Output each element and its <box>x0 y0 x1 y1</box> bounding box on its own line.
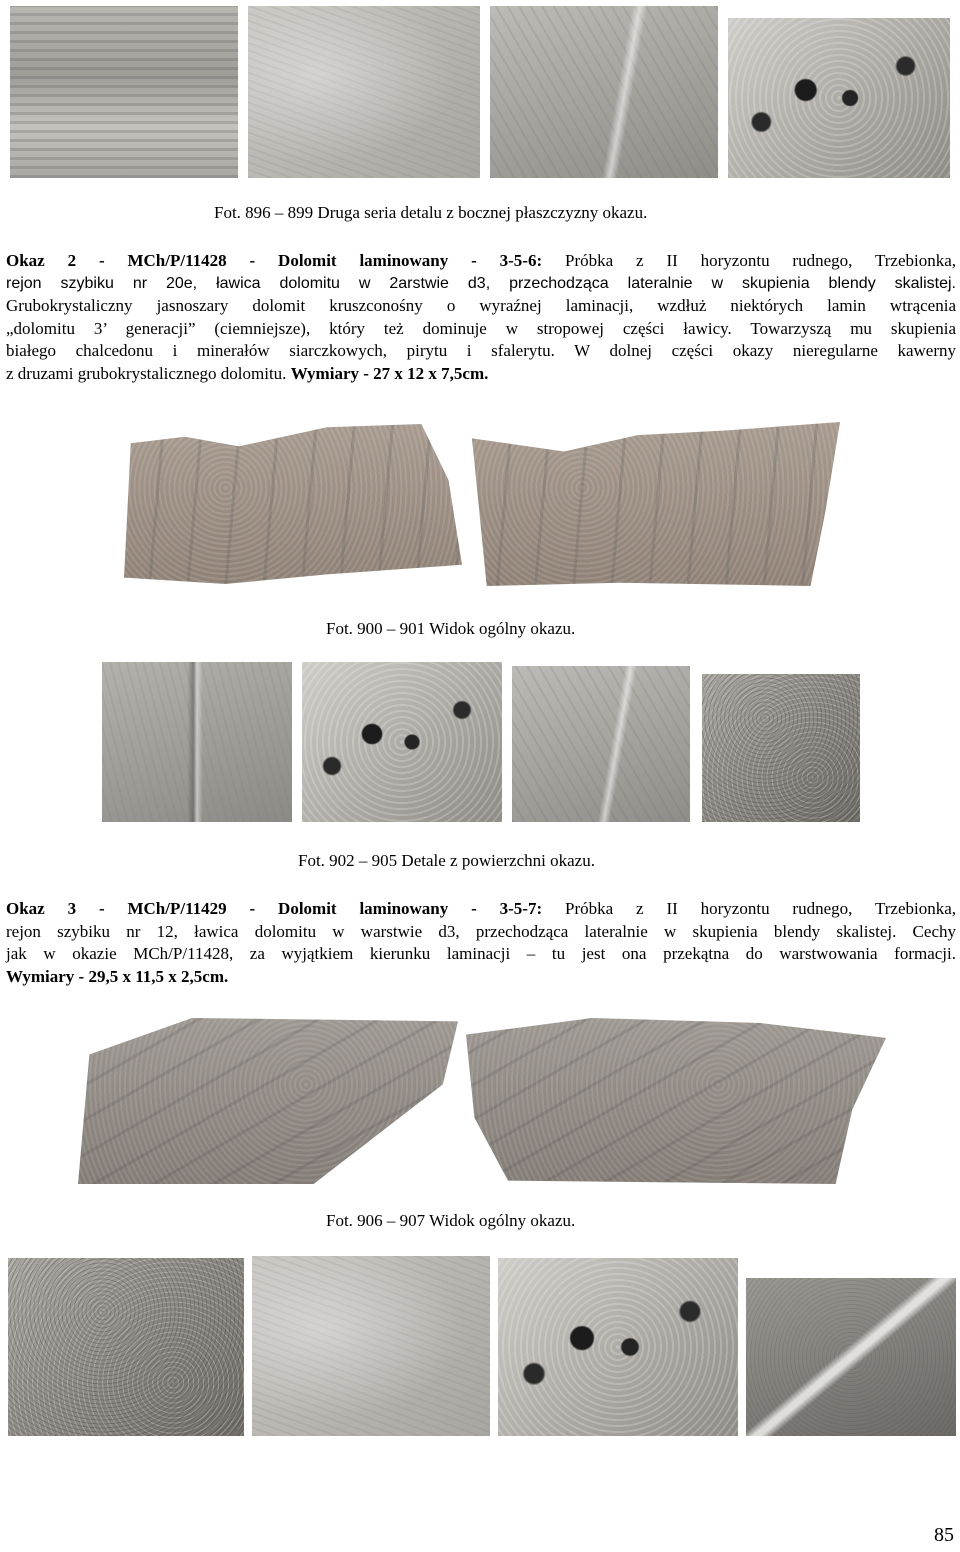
caption-fot-896-899: Fot. 896 – 899 Druga seria detalu z bocznej płaszczyzny okazu. <box>214 203 648 222</box>
okaz-3-heading: Okaz 3 - MCh/P/11429 - Dolomit laminowany - 3-5-7: <box>6 899 543 918</box>
okaz-3-line-2: rejon szybiku nr 12, ławica dolomitu w warstwie d3, przechodząca lateralnie w skupienia blendy skalistej. Cechy <box>6 921 956 941</box>
photo-900 <box>124 424 462 584</box>
photo-896 <box>10 6 238 178</box>
photo-908 <box>8 1258 244 1436</box>
caption-fot-900-901: Fot. 900 – 901 Widok ogólny okazu. <box>326 619 576 638</box>
okaz-3-description <box>6 898 956 988</box>
photo-897 <box>248 6 480 178</box>
okaz-2-line-6: z druzami grubokrystalicznego dolomitu. Wymiary - 27 x 12 x 7,5cm. <box>6 363 489 383</box>
okaz-3-line-3: jak w okazie MCh/P/11428, za wyjątkiem kierunku laminacji – tu jest ona przekątna do warstwowania formacji. <box>6 944 956 963</box>
photo-906 <box>78 1018 458 1184</box>
caption-fot-902-905: Fot. 902 – 905 Detale z powierzchni okazu. <box>298 851 595 870</box>
photo-909 <box>252 1256 490 1436</box>
photo-901 <box>472 422 840 586</box>
photo-899 <box>728 18 950 178</box>
okaz-2-line-5: białego chalcedonu i minerałów siarczkowych, pirytu i sfalerytu. W dolnej części okazy nieregularne kawerny <box>6 341 956 360</box>
photo-911 <box>746 1278 956 1436</box>
photo-902 <box>102 662 292 822</box>
okaz-2-line-2: rejon szybiku nr 20e, ławica dolomitu w 2arstwie d3, przechodząca lateralnie w skupienia blendy skalistej. <box>6 274 956 292</box>
photo-904 <box>512 666 690 822</box>
photo-907 <box>466 1018 886 1184</box>
page-number: 85 <box>934 1524 954 1546</box>
okaz-2-description <box>6 250 956 385</box>
okaz-2-dimensions: Wymiary - 27 x 12 x 7,5cm. <box>290 363 489 383</box>
caption-fot-906-907: Fot. 906 – 907 Widok ogólny okazu. <box>326 1211 576 1230</box>
photo-905 <box>702 674 860 822</box>
okaz-2-line-1: Okaz 2 - MCh/P/11428 - Dolomit laminowany - 3-5-6: Próbka z II horyzontu rudnego, Trzebionka, <box>6 251 957 270</box>
photo-910 <box>498 1258 738 1436</box>
photo-898 <box>490 6 718 178</box>
okaz-2-line-3: Grubokrystaliczny jasnoszary dolomit kruszconośny o wyraźnej laminacji, wzdłuż niektórych lamin wtrącenia <box>6 296 956 315</box>
okaz-2-line-4: „dolomitu 3’ generacji” (ciemniejsze), który też dominuje w stropowej części ławicy. Towarzyszą mu skupienia <box>6 318 956 338</box>
okaz-3-dimensions: Wymiary - 29,5 x 11,5 x 2,5cm. <box>6 966 229 986</box>
okaz-3-line-1: Okaz 3 - MCh/P/11429 - Dolomit laminowany - 3-5-7: Próbka z II horyzontu rudnego, Trzebionka, <box>6 899 957 918</box>
okaz-2-heading: Okaz 2 - MCh/P/11428 - Dolomit laminowany - 3-5-6: <box>6 251 543 270</box>
photo-903 <box>302 662 502 822</box>
